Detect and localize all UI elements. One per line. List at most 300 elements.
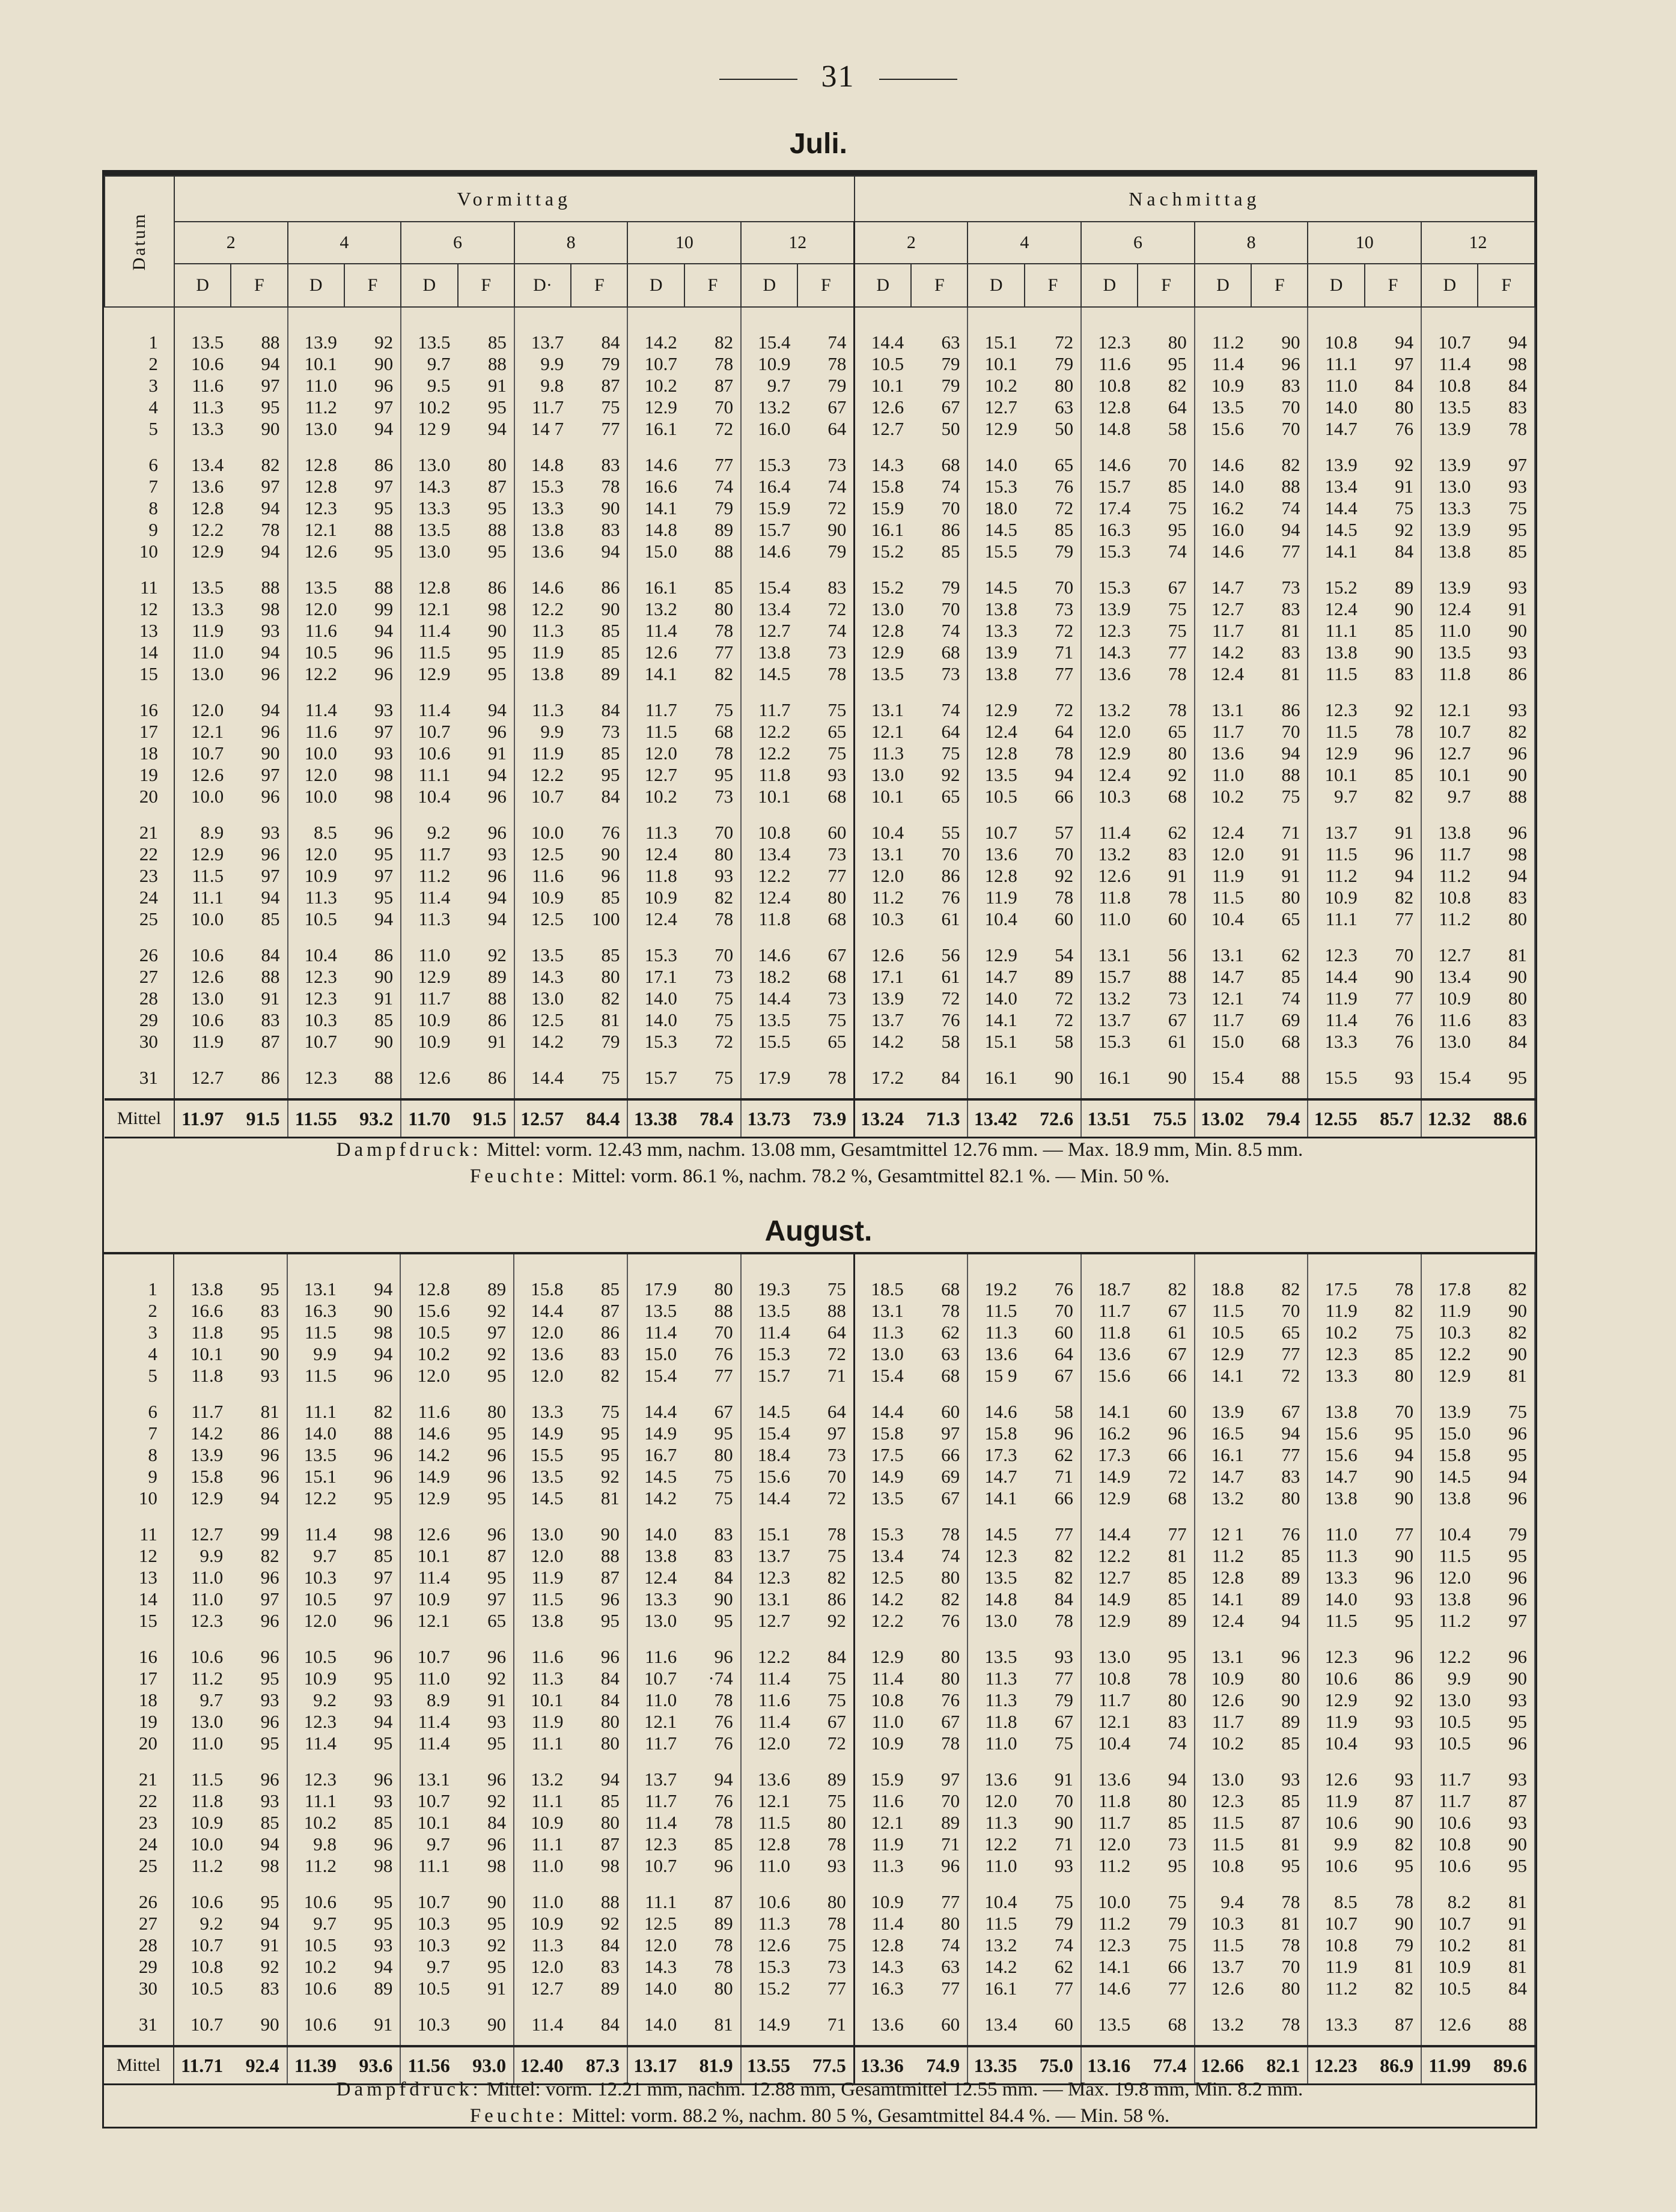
vapor-pressure-cell: 14.6 — [1211, 541, 1245, 562]
vapor-pressure-cell: 16.1 — [644, 577, 677, 598]
humidity-cell: 76 — [1025, 1254, 1081, 1300]
vapor-pressure-cell: 18.7 — [1098, 1278, 1131, 1299]
humidity-cell: 95 — [571, 1610, 627, 1632]
vapor-pressure-cell: 10.9 — [1324, 887, 1358, 908]
vapor-pressure-cell: 12.9 — [984, 944, 1017, 965]
vapor-pressure-cell: 12.3 — [644, 1834, 677, 1855]
vapor-pressure-cell: 14.2 — [871, 1031, 904, 1052]
vapor-pressure-cell: 18.8 — [1211, 1278, 1245, 1299]
vapor-pressure-cell: 10.6 — [1324, 1812, 1358, 1833]
humidity-cell: 62 — [1138, 807, 1194, 843]
mittel-value: 74.9 — [911, 2046, 968, 2085]
vapor-pressure-cell: 15.6 — [757, 1466, 791, 1487]
vapor-pressure-cell: 10.7 — [1438, 332, 1471, 353]
vapor-pressure-cell: 13.1 — [303, 1278, 337, 1299]
vapor-pressure-cell: 11.0 — [645, 1689, 677, 1710]
humidity-cell: 96 — [1478, 1632, 1535, 1668]
humidity-cell: 91 — [230, 1934, 287, 1956]
vapor-pressure-cell: 15.7 — [758, 519, 791, 540]
vapor-pressure-cell: 11.7 — [532, 397, 564, 418]
vapor-pressure-cell: 11.4 — [871, 1913, 904, 1934]
humidity-cell: 93 — [1365, 1754, 1421, 1790]
mittel-value: 12.23 — [1308, 2046, 1364, 2085]
mittel-value: 13.51 — [1081, 1099, 1138, 1138]
vapor-pressure-cell: 11.2 — [1439, 865, 1471, 886]
vapor-pressure-cell: 13.3 — [190, 598, 224, 619]
vapor-pressure-cell: 11.3 — [192, 397, 224, 418]
vapor-pressure-cell: 11.0 — [192, 642, 224, 663]
vapor-pressure-cell: 13.9 — [1211, 1401, 1245, 1422]
vapor-pressure-cell: 15.9 — [871, 1769, 904, 1790]
vapor-pressure-cell: 16.4 — [758, 476, 791, 497]
humidity-cell: 96 — [1251, 1632, 1308, 1668]
vapor-pressure-cell: 11.3 — [1325, 1545, 1358, 1566]
humidity-cell: 99 — [230, 1509, 287, 1545]
humidity-cell: 76 — [684, 1711, 740, 1733]
vapor-pressure-cell: 11.0 — [1212, 764, 1245, 785]
day-number: 11 — [105, 562, 174, 598]
humidity-cell: 98 — [1478, 843, 1535, 865]
vapor-pressure-cell: 13.2 — [1211, 1487, 1245, 1509]
humidity-cell: 82 — [1365, 786, 1421, 807]
vapor-pressure-cell: 10.5 — [984, 786, 1017, 807]
vapor-pressure-cell: 11.0 — [1325, 1524, 1358, 1545]
humidity-cell: 96 — [1251, 353, 1308, 375]
humidity-cell: 95 — [344, 1487, 400, 1509]
humidity-cell: 96 — [230, 1632, 287, 1668]
humidity-cell: 78 — [1365, 1877, 1421, 1913]
vapor-pressure-header: D — [1308, 264, 1364, 307]
vapor-pressure-cell: 11.2 — [1439, 908, 1471, 929]
humidity-cell: 96 — [344, 1610, 400, 1632]
vapor-pressure-cell: 10.0 — [304, 786, 337, 807]
vapor-pressure-cell: 11.8 — [758, 908, 791, 929]
vapor-pressure-cell: 11.1 — [418, 1855, 450, 1876]
humidity-cell: 68 — [797, 908, 854, 930]
humidity-cell: 79 — [1138, 1913, 1194, 1934]
mittel-value: 78.4 — [684, 1099, 741, 1138]
humidity-cell: 75 — [684, 685, 741, 721]
humidity-cell: 70 — [1025, 562, 1081, 598]
vapor-pressure-cell: 14.5 — [758, 663, 791, 684]
humidity-cell: 72 — [1251, 1365, 1308, 1387]
vapor-pressure-cell: 12.9 — [1324, 743, 1358, 764]
vapor-pressure-cell: 11.9 — [532, 642, 564, 663]
humidity-cell: 78 — [684, 1956, 740, 1978]
humidity-cell: 96 — [457, 1632, 514, 1668]
vapor-pressure-cell: 10.7 — [1324, 1913, 1358, 1934]
day-number: 8 — [104, 1444, 174, 1466]
day-number: 1 — [105, 307, 174, 353]
vapor-pressure-cell: 11.4 — [758, 1711, 791, 1732]
humidity-cell: 96 — [1478, 1588, 1535, 1610]
vapor-pressure-cell: 15.4 — [871, 1365, 904, 1386]
vapor-pressure-cell: 15.4 — [758, 332, 791, 353]
humidity-cell: 79 — [911, 375, 968, 397]
humidity-cell: 67 — [1251, 1387, 1308, 1423]
humidity-cell: 76 — [911, 1610, 968, 1632]
humidity-cell: 68 — [911, 1254, 968, 1300]
vapor-pressure-cell: 12.0 — [1211, 843, 1245, 864]
vapor-pressure-cell: 12.4 — [1324, 598, 1358, 619]
humidity-cell: 98 — [344, 786, 401, 807]
vapor-pressure-cell: 10.6 — [1438, 1812, 1471, 1833]
vapor-pressure-cell: 14.4 — [757, 1487, 791, 1509]
humidity-cell: 82 — [1365, 1834, 1421, 1855]
vapor-pressure-cell: 14.9 — [417, 1466, 450, 1487]
humidity-cell: 83 — [571, 1343, 627, 1365]
vapor-pressure-cell: 13.1 — [1098, 944, 1131, 965]
humidity-cell: 83 — [1251, 375, 1308, 397]
humidity-cell: 89 — [1025, 966, 1081, 988]
vapor-pressure-cell: 12.2 — [531, 764, 564, 785]
datum-header: Datum — [105, 176, 174, 307]
vapor-pressure-cell: 14.9 — [644, 1423, 677, 1444]
vapor-pressure-cell: 12.0 — [531, 1545, 564, 1566]
day-number: 4 — [104, 1343, 174, 1365]
humidity-cell: 83 — [1478, 887, 1535, 908]
day-number: 3 — [104, 1322, 174, 1343]
vapor-pressure-cell: 16.1 — [1211, 1444, 1245, 1465]
vapor-pressure-cell: 14.6 — [1098, 1978, 1131, 1999]
humidity-cell: 70 — [1251, 418, 1308, 440]
humidity-cell: 62 — [1025, 1444, 1081, 1466]
mittel-value: 11.56 — [400, 2046, 457, 2085]
humidity-cell: 95 — [458, 663, 514, 685]
humidity-cell: 79 — [571, 1031, 627, 1053]
vapor-pressure-cell: 17.1 — [644, 966, 677, 987]
vapor-pressure-cell: 10.8 — [1438, 375, 1471, 396]
humidity-cell: 93 — [457, 1711, 514, 1733]
day-number: 23 — [105, 865, 174, 887]
humidity-cell: 96 — [230, 1444, 287, 1466]
humidity-cell: 84 — [571, 1999, 627, 2046]
vapor-pressure-cell: 13.3 — [531, 1401, 564, 1422]
mittel-value: 79.4 — [1251, 1099, 1308, 1138]
vapor-pressure-cell: 10.5 — [303, 1934, 337, 1955]
table-row — [105, 642, 1535, 663]
vapor-pressure-cell: 14.2 — [644, 332, 677, 353]
vapor-pressure-cell: 12 1 — [1211, 1524, 1245, 1545]
humidity-cell: 76 — [684, 1733, 740, 1754]
vapor-pressure-cell: 12.9 — [984, 418, 1017, 439]
table-row — [105, 541, 1535, 562]
vapor-pressure-cell: 11.3 — [305, 887, 337, 908]
table-row — [105, 908, 1535, 930]
humidity-cell: 85 — [458, 307, 514, 353]
humidity-cell: 80 — [1251, 1487, 1308, 1509]
humidity-cell: 95 — [230, 1877, 287, 1913]
humidity-cell: 67 — [797, 1711, 854, 1733]
vapor-pressure-cell: 11.1 — [645, 1891, 677, 1912]
day-number: 21 — [105, 807, 174, 843]
vapor-pressure-cell: 11.8 — [1099, 887, 1131, 908]
humidity-cell: 74 — [797, 620, 854, 642]
humidity-cell: 67 — [1138, 1300, 1194, 1322]
humidity-cell: 95 — [1365, 1423, 1421, 1444]
humidity-cell: 91 — [1138, 865, 1194, 887]
table-row — [104, 1913, 1535, 1934]
humidity-cell: 94 — [231, 887, 287, 908]
vapor-pressure-cell: 12.3 — [304, 966, 337, 987]
vapor-pressure-cell: 11.3 — [985, 1668, 1017, 1689]
vapor-pressure-cell: 10.8 — [758, 822, 791, 843]
humidity-cell: 73 — [1251, 562, 1308, 598]
humidity-cell: 82 — [344, 1387, 400, 1423]
vapor-pressure-cell: 10.7 — [644, 1855, 677, 1876]
vapor-pressure-cell: 10.5 — [1438, 1733, 1471, 1754]
vapor-pressure-cell: 15.3 — [757, 1956, 791, 1977]
vapor-pressure-cell: 9.2 — [200, 1913, 224, 1934]
humidity-cell: 90 — [457, 1999, 514, 2046]
humidity-cell: 85 — [571, 620, 627, 642]
humidity-cell: 90 — [1478, 764, 1535, 786]
humidity-cell: 89 — [684, 1913, 740, 1934]
day-number: 12 — [105, 598, 174, 620]
vapor-pressure-cell: 14.5 — [531, 1487, 564, 1509]
humidity-cell: 92 — [1365, 685, 1421, 721]
humidity-cell: 79 — [1025, 1689, 1081, 1711]
vapor-pressure-cell: 12.7 — [1438, 944, 1471, 965]
humidity-cell: 70 — [1251, 397, 1308, 418]
humidity-cell: 78 — [684, 1812, 740, 1834]
humidity-cell: 70 — [1365, 1387, 1421, 1423]
mittel-value: 13.73 — [741, 1099, 797, 1138]
humidity-cell: 90 — [1365, 966, 1421, 988]
humidity-cell: 77 — [1025, 1668, 1081, 1689]
humidity-cell: 91 — [1478, 598, 1535, 620]
humidity-cell: 75 — [684, 1466, 740, 1487]
humidity-cell: 72 — [1025, 307, 1081, 353]
humidity-cell: 94 — [458, 908, 514, 930]
humidity-cell: 78 — [684, 1689, 740, 1711]
vapor-pressure-cell: 10.1 — [758, 786, 791, 807]
mittel-value: 11.55 — [288, 1099, 344, 1138]
vapor-pressure-cell: 12.7 — [984, 397, 1017, 418]
vapor-pressure-cell: 14.2 — [531, 1031, 564, 1052]
humidity-cell: 93 — [1478, 685, 1535, 721]
vapor-pressure-cell: 13.5 — [418, 519, 451, 540]
table-row — [104, 1812, 1535, 1834]
humidity-cell: 78 — [911, 1300, 968, 1322]
humidity-cell: 71 — [797, 1999, 854, 2046]
vapor-pressure-cell: 14.0 — [644, 2014, 677, 2035]
mittel-value: 75.0 — [1025, 2046, 1081, 2085]
vapor-pressure-cell: 13.9 — [304, 332, 337, 353]
vapor-pressure-cell: 11.0 — [758, 1855, 791, 1876]
hour-header: 6 — [401, 222, 514, 264]
humidity-cell: 89 — [797, 1754, 854, 1790]
humidity-cell: 98 — [344, 1509, 400, 1545]
vapor-pressure-cell: 13.7 — [1098, 1009, 1131, 1030]
vapor-pressure-cell: 12.9 — [1098, 1487, 1131, 1509]
vapor-pressure-cell: 13.5 — [984, 1567, 1017, 1588]
mittel-value: 77.5 — [797, 2046, 854, 2085]
vapor-pressure-cell: 10.4 — [1438, 1524, 1471, 1545]
humidity-cell: 68 — [1138, 786, 1194, 807]
humidity-cell: 96 — [684, 1632, 740, 1668]
vapor-pressure-cell: 11.0 — [1439, 620, 1471, 641]
humidity-cell: 80 — [684, 1254, 740, 1300]
vapor-pressure-cell: 14.8 — [531, 454, 564, 475]
vapor-pressure-cell: 10.5 — [1438, 1978, 1471, 1999]
vapor-pressure-cell: 12.9 — [871, 1646, 904, 1667]
vapor-pressure-cell: 14.8 — [644, 519, 677, 540]
vapor-pressure-cell: 11.3 — [985, 1689, 1017, 1710]
vapor-pressure-cell: 10.6 — [757, 1891, 791, 1912]
vapor-pressure-cell: 11.2 — [418, 865, 451, 886]
humidity-cell: 97 — [911, 1754, 968, 1790]
humidity-cell: 73 — [1138, 1834, 1194, 1855]
vapor-pressure-cell: 12.5 — [531, 1009, 564, 1030]
mittel-value: 91.5 — [231, 1099, 287, 1138]
vapor-pressure-cell: 10.1 — [417, 1545, 450, 1566]
vapor-pressure-cell: 11.7 — [1099, 1300, 1131, 1321]
humidity-cell: 96 — [344, 1632, 400, 1668]
day-number: 25 — [104, 1855, 174, 1877]
vapor-pressure-cell: 9.9 — [540, 721, 564, 742]
table-row — [105, 843, 1535, 865]
humidity-cell: 74 — [911, 476, 968, 497]
day-number: 19 — [105, 764, 174, 786]
vapor-pressure-cell: 10.3 — [1438, 1322, 1471, 1343]
humidity-cell: 80 — [797, 887, 854, 908]
humidity-cell: 75 — [1251, 786, 1308, 807]
humidity-cell: 70 — [1251, 721, 1308, 743]
humidity-cell: 72 — [911, 988, 968, 1009]
humidity-cell: 73 — [797, 642, 854, 663]
vapor-pressure-cell: 11.4 — [758, 1668, 791, 1689]
humidity-cell: 96 — [571, 1632, 627, 1668]
vapor-pressure-cell: 12.6 — [1438, 2014, 1471, 2035]
humidity-cell: 68 — [911, 642, 968, 663]
vapor-pressure-cell: 14.9 — [531, 1423, 564, 1444]
vapor-pressure-cell: 11.2 — [1325, 1978, 1358, 1999]
humidity-cell: 84 — [797, 1632, 854, 1668]
humidity-cell: 91 — [458, 1031, 514, 1053]
vapor-pressure-cell: 10.4 — [984, 1891, 1017, 1912]
day-number: 8 — [105, 497, 174, 519]
humidity-cell: 87 — [684, 375, 741, 397]
vapor-pressure-cell: 9.7 — [427, 1956, 450, 1977]
humidity-cell: 88 — [344, 1423, 400, 1444]
humidity-cell: 85 — [1365, 764, 1421, 786]
vapor-pressure-cell: 13.2 — [644, 598, 677, 619]
humidity-cell: 74 — [1138, 541, 1194, 562]
mittel-value: 77.4 — [1138, 2046, 1194, 2085]
vapor-pressure-cell: 15.8 — [1438, 1444, 1471, 1465]
vapor-pressure-cell: 13.0 — [1438, 476, 1471, 497]
humidity-cell: 90 — [684, 1588, 740, 1610]
humidity-cell: 87 — [457, 1545, 514, 1567]
humidity-cell: 79 — [571, 353, 627, 375]
table-row — [105, 786, 1535, 807]
table-row — [104, 1632, 1535, 1668]
vapor-pressure-cell: 13.5 — [303, 1444, 337, 1465]
table-row — [105, 353, 1535, 375]
vapor-pressure-cell: 11.9 — [1325, 988, 1358, 1009]
vapor-pressure-cell: 13.6 — [1098, 663, 1131, 684]
vapor-pressure-cell: 11.9 — [985, 887, 1017, 908]
vapor-pressure-cell: 10.2 — [1211, 1733, 1245, 1754]
vapor-pressure-cell: 10.9 — [418, 1031, 451, 1052]
humidity-cell: 79 — [911, 353, 968, 375]
humidity-cell: 61 — [1138, 1031, 1194, 1053]
humidity-cell: 69 — [911, 1466, 968, 1487]
humidity-cell: 66 — [1025, 786, 1081, 807]
vapor-pressure-cell: 10.1 — [871, 786, 904, 807]
vapor-pressure-cell: 11.7 — [1212, 620, 1245, 641]
humidity-cell: 78 — [1251, 1877, 1308, 1913]
humidity-header: F — [1365, 264, 1421, 307]
vapor-pressure-cell: 13.0 — [1438, 1031, 1471, 1052]
vapor-pressure-cell: 13.3 — [1324, 2014, 1358, 2035]
vapor-pressure-cell: 15.3 — [871, 1524, 904, 1545]
vapor-pressure-cell: 10.4 — [1211, 908, 1245, 929]
day-number: 5 — [104, 1365, 174, 1387]
humidity-cell: 83 — [1478, 397, 1535, 418]
table-row — [104, 1877, 1535, 1913]
humidity-cell: 81 — [1251, 663, 1308, 685]
day-number: 15 — [105, 663, 174, 685]
vapor-pressure-cell: 12.1 — [418, 598, 451, 619]
humidity-cell: 81 — [1251, 1834, 1308, 1855]
humidity-cell: 83 — [797, 562, 854, 598]
humidity-cell: 95 — [1478, 1855, 1535, 1877]
vapor-pressure-cell: 15.1 — [303, 1466, 337, 1487]
humidity-cell: 86 — [231, 1053, 287, 1099]
vapor-pressure-cell: 13.0 — [531, 1524, 564, 1545]
table-row — [104, 1322, 1535, 1343]
vapor-pressure-cell: 13.3 — [531, 497, 564, 518]
humidity-cell: 90 — [1138, 1053, 1194, 1099]
vapor-pressure-cell: 10.2 — [418, 397, 451, 418]
humidity-cell: 95 — [1138, 353, 1194, 375]
vapor-pressure-cell: 12.0 — [190, 699, 224, 720]
humidity-cell: 63 — [1025, 397, 1081, 418]
humidity-cell: 94 — [231, 353, 287, 375]
humidity-cell: 95 — [457, 1733, 514, 1754]
humidity-cell: 96 — [344, 1365, 400, 1387]
humidity-cell: 72 — [1138, 1466, 1194, 1487]
humidity-cell: 94 — [1251, 519, 1308, 541]
vapor-pressure-cell: 14.9 — [1098, 1466, 1131, 1487]
vapor-pressure-cell: 10.4 — [1324, 1733, 1358, 1754]
table-row — [105, 966, 1535, 988]
humidity-cell: 91 — [1365, 476, 1421, 497]
vapor-pressure-cell: 15.1 — [984, 332, 1017, 353]
vapor-pressure-cell: 11.3 — [531, 1668, 564, 1689]
vapor-pressure-cell: 11.0 — [871, 1711, 904, 1732]
vapor-pressure-cell: 11.4 — [418, 1567, 450, 1588]
humidity-cell: 62 — [1025, 1956, 1081, 1978]
humidity-cell: 94 — [344, 1254, 400, 1300]
vapor-pressure-cell: 11.2 — [872, 887, 904, 908]
vapor-pressure-cell: 13.8 — [531, 1610, 564, 1631]
humidity-cell: 81 — [1478, 1877, 1535, 1913]
vapor-pressure-cell: 14.8 — [984, 1588, 1017, 1609]
humidity-header: F — [1478, 264, 1535, 307]
humidity-cell: 86 — [230, 1423, 287, 1444]
humidity-cell: 67 — [1138, 1009, 1194, 1031]
humidity-cell: 77 — [797, 1978, 854, 1999]
vapor-pressure-cell: 13.6 — [1098, 1343, 1131, 1364]
day-number: 11 — [104, 1509, 174, 1545]
vapor-pressure-cell: 11.3 — [645, 822, 677, 843]
humidity-cell: 74 — [911, 1545, 968, 1567]
vapor-pressure-cell: 16.5 — [1211, 1423, 1245, 1444]
humidity-cell: 73 — [571, 721, 627, 743]
